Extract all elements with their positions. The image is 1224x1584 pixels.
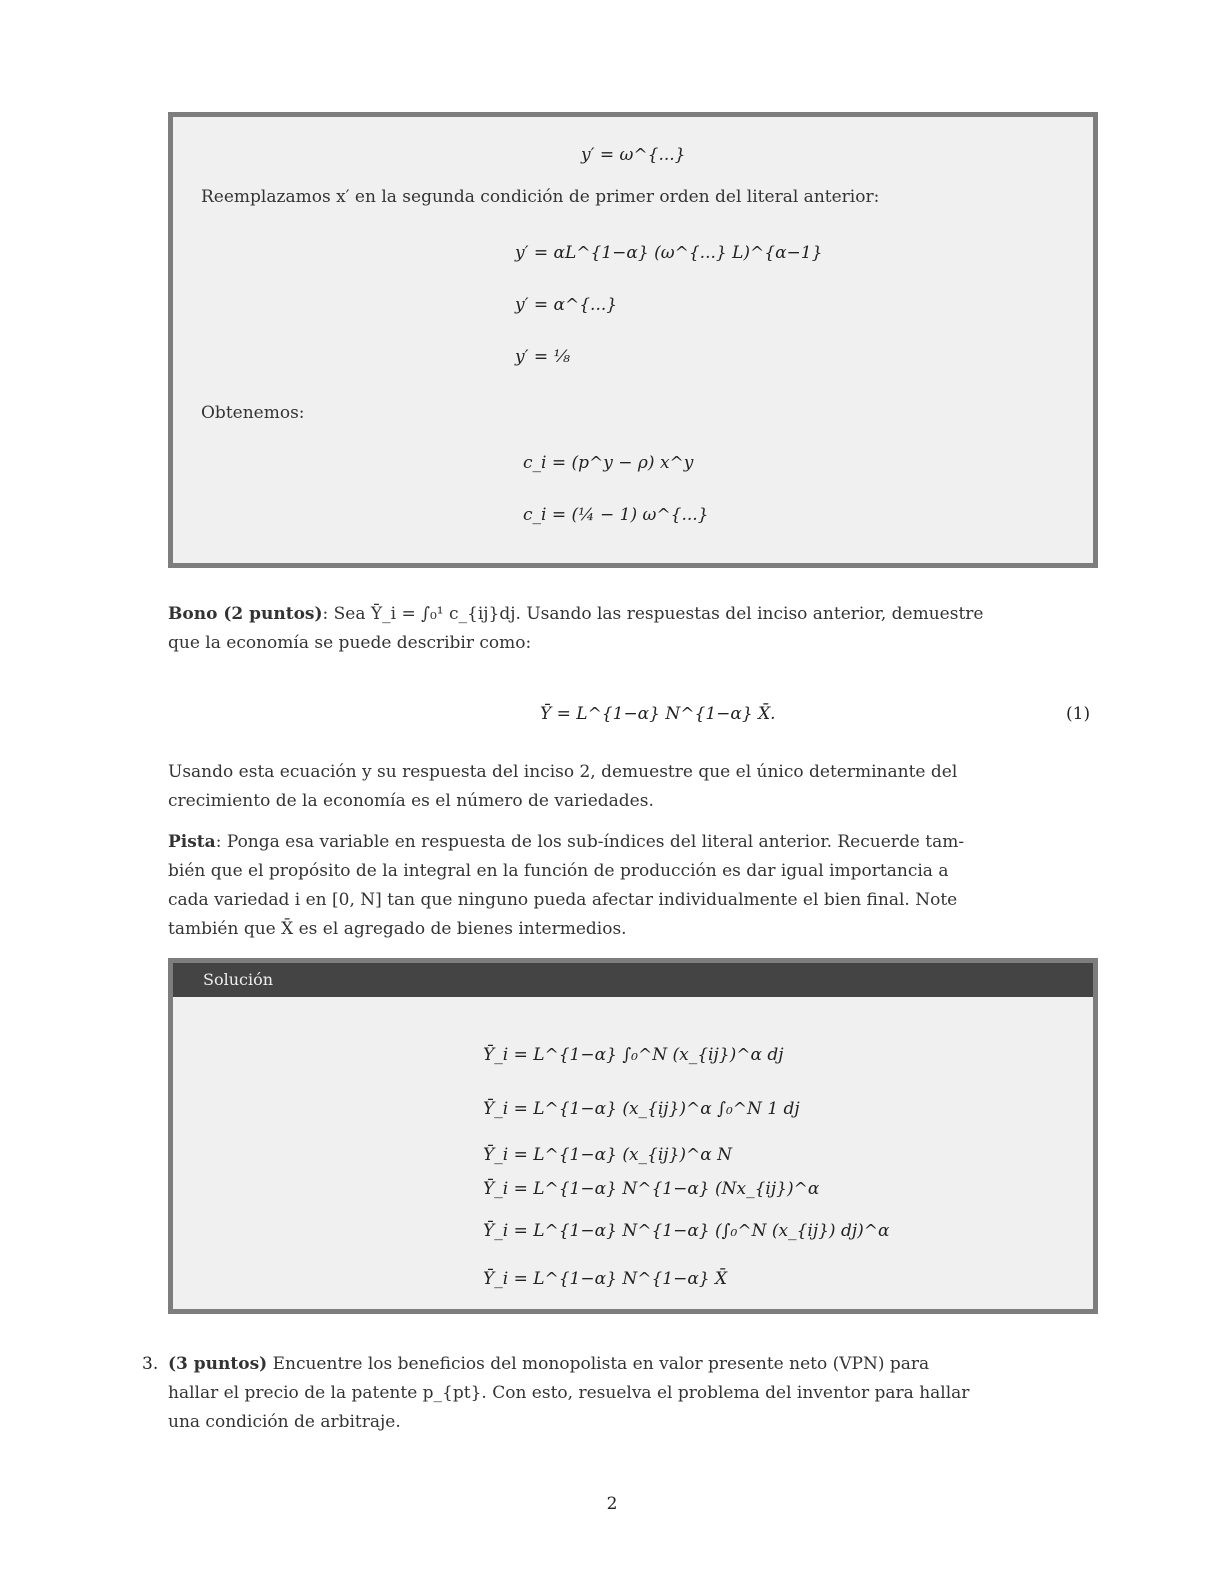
equation-end-2: c_i = (¼ − 1) ω^{...} (523, 505, 709, 525)
solution-eq-2: Ȳ_i = L^{1−α} (x_{ij})^α ∫₀^N 1 dj (483, 1099, 800, 1119)
solution-eq-6: Ȳ_i = L^{1−α} N^{1−α} X̄ (483, 1269, 728, 1289)
item-3-paragraph (168, 1350, 1098, 1437)
item-3-line3: una condición de arbitraje. (168, 1412, 401, 1432)
item-3-line1: Encuentre los beneficios del monopolista en valor presente neto (VPN) para (267, 1354, 930, 1374)
solution-eq-4: Ȳ_i = L^{1−α} N^{1−α} (Nx_{ij})^α (483, 1179, 820, 1199)
page-number: 2 (606, 1494, 618, 1514)
bonus-label: Bono (2 puntos) (168, 604, 323, 624)
main-equation: Ȳ = L^{1−α} N^{1−α} X̄. (540, 704, 776, 724)
hint-label: Pista (168, 832, 216, 852)
equation-end-1: c_i = (p^y − ρ) x^y (523, 453, 694, 473)
bonus-text-line1: : Sea Ȳ_i = ∫₀¹ c_{ij}dj. Usando las respuestas del inciso anterior, demuestre (322, 604, 984, 624)
equation-mid-2: y′ = α^{...} (515, 295, 618, 315)
item-3-number: 3. (142, 1354, 159, 1374)
equation-mid-1: y′ = αL^{1−α} (ω^{...} L)^{α−1} (515, 243, 823, 263)
paragraph-replace: Reemplazamos x′ en la segunda condición de primer orden del literal anterior: (201, 187, 880, 207)
obtenemos-label: Obtenemos: (201, 403, 305, 423)
solution-box-continued (168, 112, 1098, 568)
hint-line3: cada variedad i en [0, N] tan que ninguno pueda afectar individualmente el bien final. Note (168, 890, 958, 910)
follow-paragraph (168, 758, 1098, 816)
solution-eq-3: Ȳ_i = L^{1−α} (x_{ij})^α N (483, 1145, 733, 1165)
follow-line2: crecimiento de la economía es el número de variedades. (168, 791, 654, 811)
bonus-paragraph (168, 600, 1098, 658)
solution-box (168, 958, 1098, 1314)
hint-line1: : Ponga esa variable en respuesta de los sub-índices del literal anterior. Recuerde tam- (215, 832, 965, 852)
equation-number: (1) (1066, 704, 1091, 724)
hint-line4: también que X̄ es el agregado de bienes intermedios. (168, 919, 627, 939)
solution-eq-5: Ȳ_i = L^{1−α} N^{1−α} (∫₀^N (x_{ij}) dj)^α (483, 1221, 890, 1241)
item-3-label: (3 puntos) (168, 1354, 268, 1374)
hint-line2: bién que el propósito de la integral en la función de producción es dar igual importancia a (168, 861, 949, 881)
hint-paragraph (168, 828, 1098, 944)
item-3-line2: hallar el precio de la patente p_{pt}. Con esto, resuelva el problema del inventor para hallar (168, 1383, 970, 1403)
follow-line1: Usando esta ecuación y su respuesta del inciso 2, demuestre que el único determinante del (168, 762, 958, 782)
bonus-text-line2: que la economía se puede describir como: (168, 633, 532, 653)
solution-eq-1: Ȳ_i = L^{1−α} ∫₀^N (x_{ij})^α dj (483, 1045, 784, 1065)
solution-header: Solución (173, 963, 1093, 997)
equation-mid-3: y′ = ⅛ (515, 347, 570, 367)
equation-y-prime-top: y′ = ω^{...} (581, 145, 686, 165)
